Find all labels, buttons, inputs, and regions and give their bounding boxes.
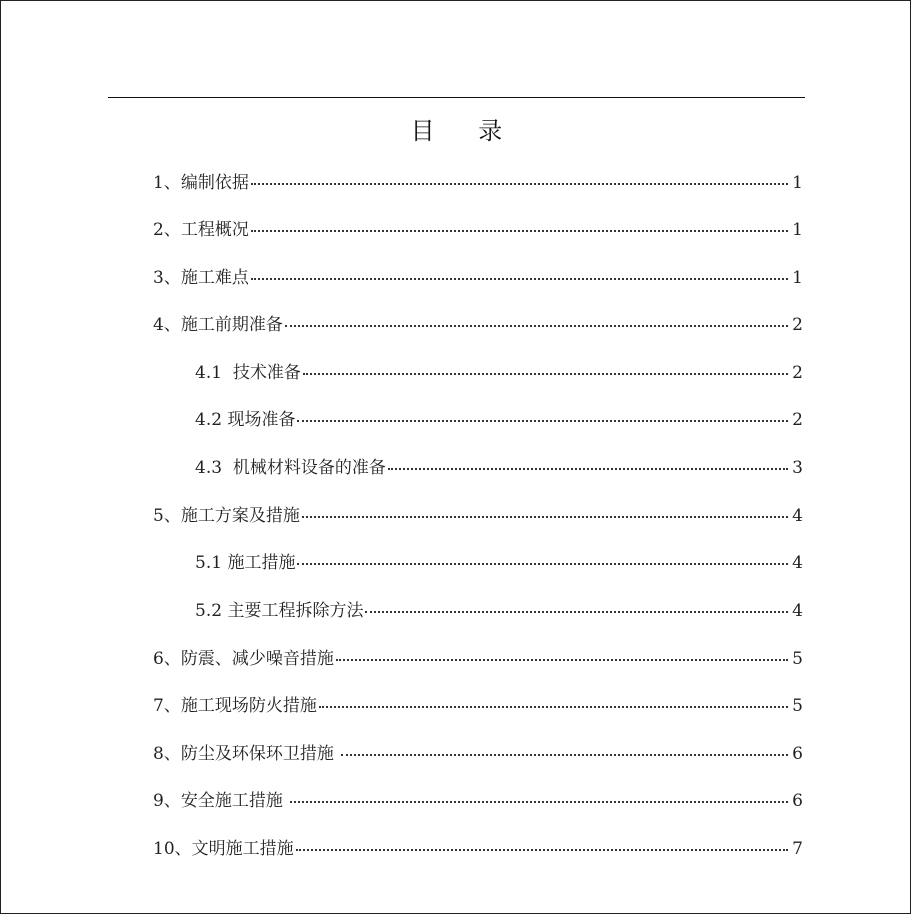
toc-entry[interactable] <box>195 405 803 435</box>
toc-leader-dots <box>296 847 789 851</box>
toc-entry-page: 2 <box>792 363 803 383</box>
toc-entry-label: 2、工程概况 <box>153 220 249 240</box>
toc-entry[interactable] <box>153 215 803 245</box>
toc-entry-page: 1 <box>792 173 803 193</box>
header-rule <box>108 97 805 98</box>
toc-entry[interactable] <box>195 453 803 483</box>
toc-leader-dots <box>388 466 788 470</box>
toc-entry-page: 1 <box>792 220 803 240</box>
toc-entry[interactable] <box>195 548 803 578</box>
toc-title: 目 录 <box>410 117 521 145</box>
toc-leader-dots <box>251 181 788 185</box>
toc-entry-page: 2 <box>792 410 803 430</box>
toc-entry[interactable] <box>153 691 803 721</box>
toc-leader-dots <box>297 561 788 565</box>
toc-leader-dots <box>302 514 788 518</box>
toc-entry-label: 4.1 技术准备 <box>195 363 301 383</box>
toc-entry-page: 4 <box>792 553 803 573</box>
toc-entry-page: 5 <box>792 649 803 669</box>
toc-entry[interactable] <box>195 358 803 388</box>
toc-entry-page: 6 <box>792 791 803 811</box>
toc-entry[interactable] <box>153 739 803 769</box>
toc-entry[interactable] <box>195 596 803 626</box>
toc-entry-label: 3、施工难点 <box>153 268 249 288</box>
toc-entry-page: 1 <box>792 268 803 288</box>
toc-entry-label: 4、施工前期准备 <box>153 315 283 335</box>
toc-entry-label: 5、施工方案及措施 <box>153 506 300 526</box>
toc-entry[interactable] <box>153 501 803 531</box>
toc-entry-label: 5.2 主要工程拆除方法 <box>195 601 364 621</box>
toc-entry-page: 4 <box>792 601 803 621</box>
toc-entry-label: 9、安全施工措施 <box>153 791 289 811</box>
toc-entry-page: 5 <box>792 696 803 716</box>
toc-leader-dots <box>341 752 788 756</box>
toc-entry-label: 6、防震、减少噪音措施 <box>153 649 334 669</box>
toc-entry[interactable] <box>153 834 803 864</box>
toc-entry-page: 7 <box>792 839 803 859</box>
toc-entry[interactable] <box>153 786 803 816</box>
toc-entry[interactable] <box>153 644 803 674</box>
toc-leader-dots <box>251 276 788 280</box>
toc-entry-page: 4 <box>792 506 803 526</box>
toc-entry-label: 10、文明施工措施 <box>153 839 294 859</box>
toc-entry[interactable] <box>153 168 803 198</box>
toc-entry-label: 8、防尘及环保环卫措施 <box>153 744 340 764</box>
toc-entry-page: 2 <box>792 315 803 335</box>
toc-entry-label: 7、施工现场防火措施 <box>153 696 317 716</box>
toc-leader-dots <box>319 704 788 708</box>
toc-leader-dots <box>285 323 788 327</box>
toc-entry[interactable] <box>153 263 803 293</box>
toc-leader-dots <box>365 609 788 613</box>
toc-entry-label: 5.1 施工措施 <box>195 553 296 573</box>
toc-leader-dots <box>290 799 788 803</box>
toc-entry-label: 4.3 机械材料设备的准备 <box>195 458 386 478</box>
toc-entry[interactable] <box>153 310 803 340</box>
toc-leader-dots <box>297 418 788 422</box>
toc-entry-label: 4.2 现场准备 <box>195 410 296 430</box>
toc-leader-dots <box>303 371 788 375</box>
toc-leader-dots <box>251 228 788 232</box>
toc-leader-dots <box>336 657 788 661</box>
toc-entry-page: 6 <box>792 744 803 764</box>
toc-entry-label: 1、编制依据 <box>153 173 249 193</box>
toc-entry-page: 3 <box>792 458 803 478</box>
